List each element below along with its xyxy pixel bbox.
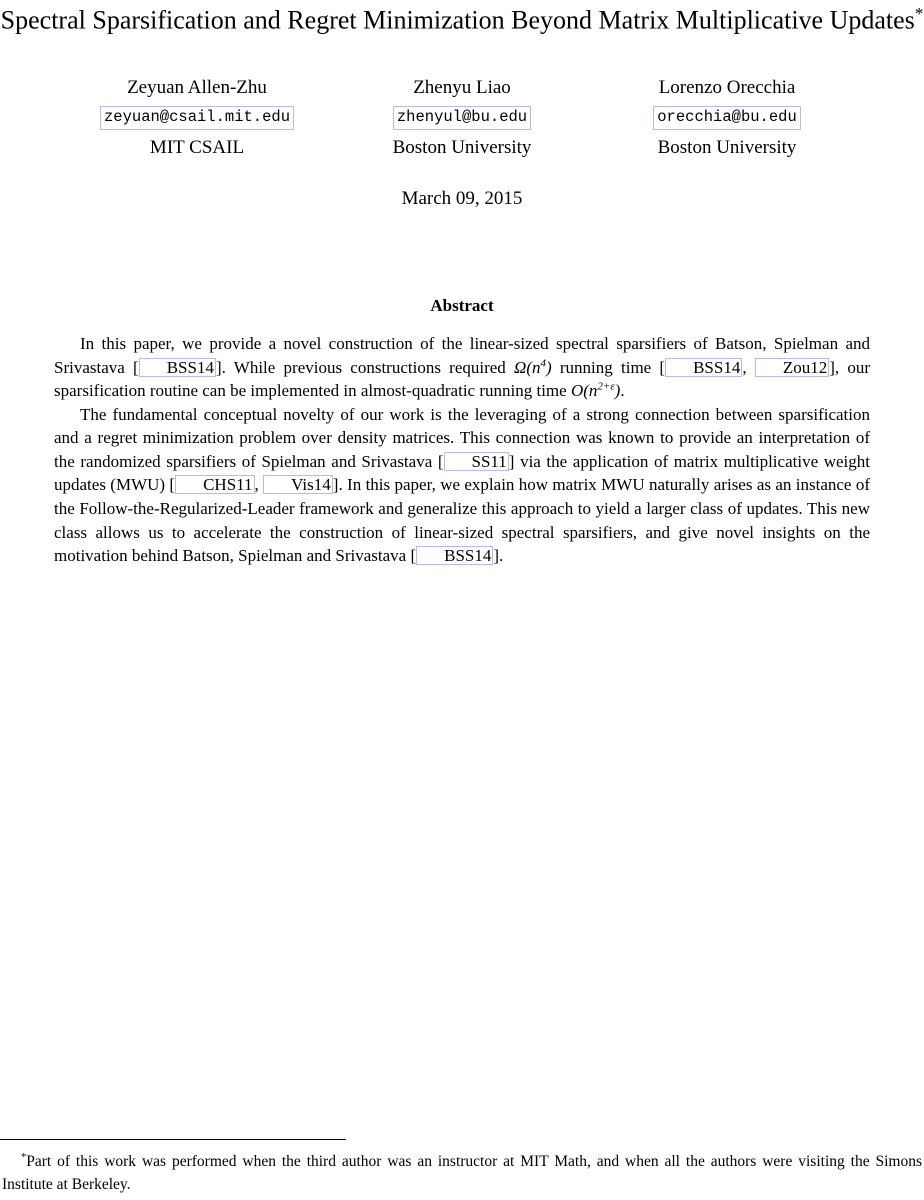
citation-link[interactable]: BSS14 (665, 358, 742, 377)
title-footnote-marker: * (914, 4, 924, 23)
math-expression: O(n (570, 381, 598, 401)
footnote-marker: * (21, 1151, 27, 1163)
author-email-link[interactable]: zeyuan@csail.mit.edu (100, 106, 294, 130)
footnote-rule (0, 1139, 346, 1140)
author-affiliation: Boston University (657, 136, 797, 158)
math-expression: Ω(n (514, 357, 541, 377)
author-email-link[interactable]: orecchia@bu.edu (653, 106, 801, 130)
author-email (595, 106, 860, 130)
abstract-paragraph (54, 403, 870, 568)
author-block (65, 76, 330, 159)
abstract-text-run: ]. While previous constructions required (215, 357, 515, 377)
footnote-body-text: Part of this work was performed when the third author was an instructor at MIT Math, and when all the authors were visiting the Simons Institute at Berkeley. (2, 1153, 922, 1193)
author-name: Zhenyu Liao (413, 76, 511, 98)
math-expression: ) (614, 381, 621, 401)
author-affiliation: MIT CSAIL (149, 136, 245, 158)
abstract-text-run: ], our sparsification routine can be implemented in almost-quadratic running time (54, 357, 870, 401)
author-email-link[interactable]: zhenyul@bu.edu (393, 106, 531, 130)
citation-link[interactable]: CHS11 (175, 475, 254, 494)
abstract-text-run: running time [ (551, 357, 666, 377)
paper-title-text: Spectral Sparsification and Regret Minimization Beyond Matrix Multiplicative Updates (0, 5, 915, 35)
author-email (65, 106, 330, 130)
abstract-paragraph (54, 332, 870, 403)
author-email (330, 106, 595, 130)
math-superscript: 4 (540, 356, 546, 369)
citation-link[interactable]: BSS14 (139, 358, 216, 377)
footnote-text (0, 1146, 924, 1196)
citation-link[interactable]: Vis14 (263, 475, 333, 494)
citation-link[interactable]: BSS14 (416, 546, 493, 565)
paper-date: March 09, 2015 (401, 187, 523, 209)
citation-link[interactable]: Zou12 (755, 358, 829, 377)
math-superscript: 2+ε (597, 380, 615, 393)
author-name: Zeyuan Allen-Zhu (127, 76, 267, 98)
author-affiliation: Boston University (392, 136, 532, 158)
abstract-text-run: ]. (493, 546, 504, 566)
abstract-text-run: ]. In this paper, we explain how matrix MWU naturally arises as an instance of the Follow-the-Regularized-Leader framework and generalize this approach to yield a larger class of updates. This new class allows us to accelerate the construction of linear-sized spectral sparsifiers, and give novel insights on the motivation behind Batson, Spielman and Srivastava [ (54, 475, 871, 566)
author-name: Lorenzo Orecchia (658, 76, 796, 98)
abstract-section (54, 296, 870, 568)
authors-row (0, 76, 924, 159)
footnote-section (0, 1139, 924, 1200)
abstract-body (54, 332, 870, 568)
abstract-heading: Abstract (430, 295, 494, 315)
author-block (595, 76, 860, 159)
citation-link[interactable]: SS11 (444, 452, 509, 471)
abstract-text-run: . (620, 381, 625, 401)
author-block (330, 76, 595, 159)
paper-title (0, 0, 924, 40)
abstract-text-run: , (254, 475, 264, 495)
abstract-text-run: ] via the application of matrix multiplicative weight updates (MWU) [ (54, 451, 870, 495)
math-expression: ) (546, 357, 552, 377)
abstract-text-run: The fundamental conceptual novelty of our work is the leveraging of a strong connection between sparsification and a regret minimization problem over density matrices. This connection was known to provide an interpretation of the randomized sparsifiers of Spielman and Srivastava [ (54, 404, 870, 471)
abstract-text-run: , (742, 357, 755, 377)
abstract-text-run: In this paper, we provide a novel construction of the linear-sized spectral sparsifiers of Batson, Spielman and Srivastava [ (54, 333, 870, 377)
